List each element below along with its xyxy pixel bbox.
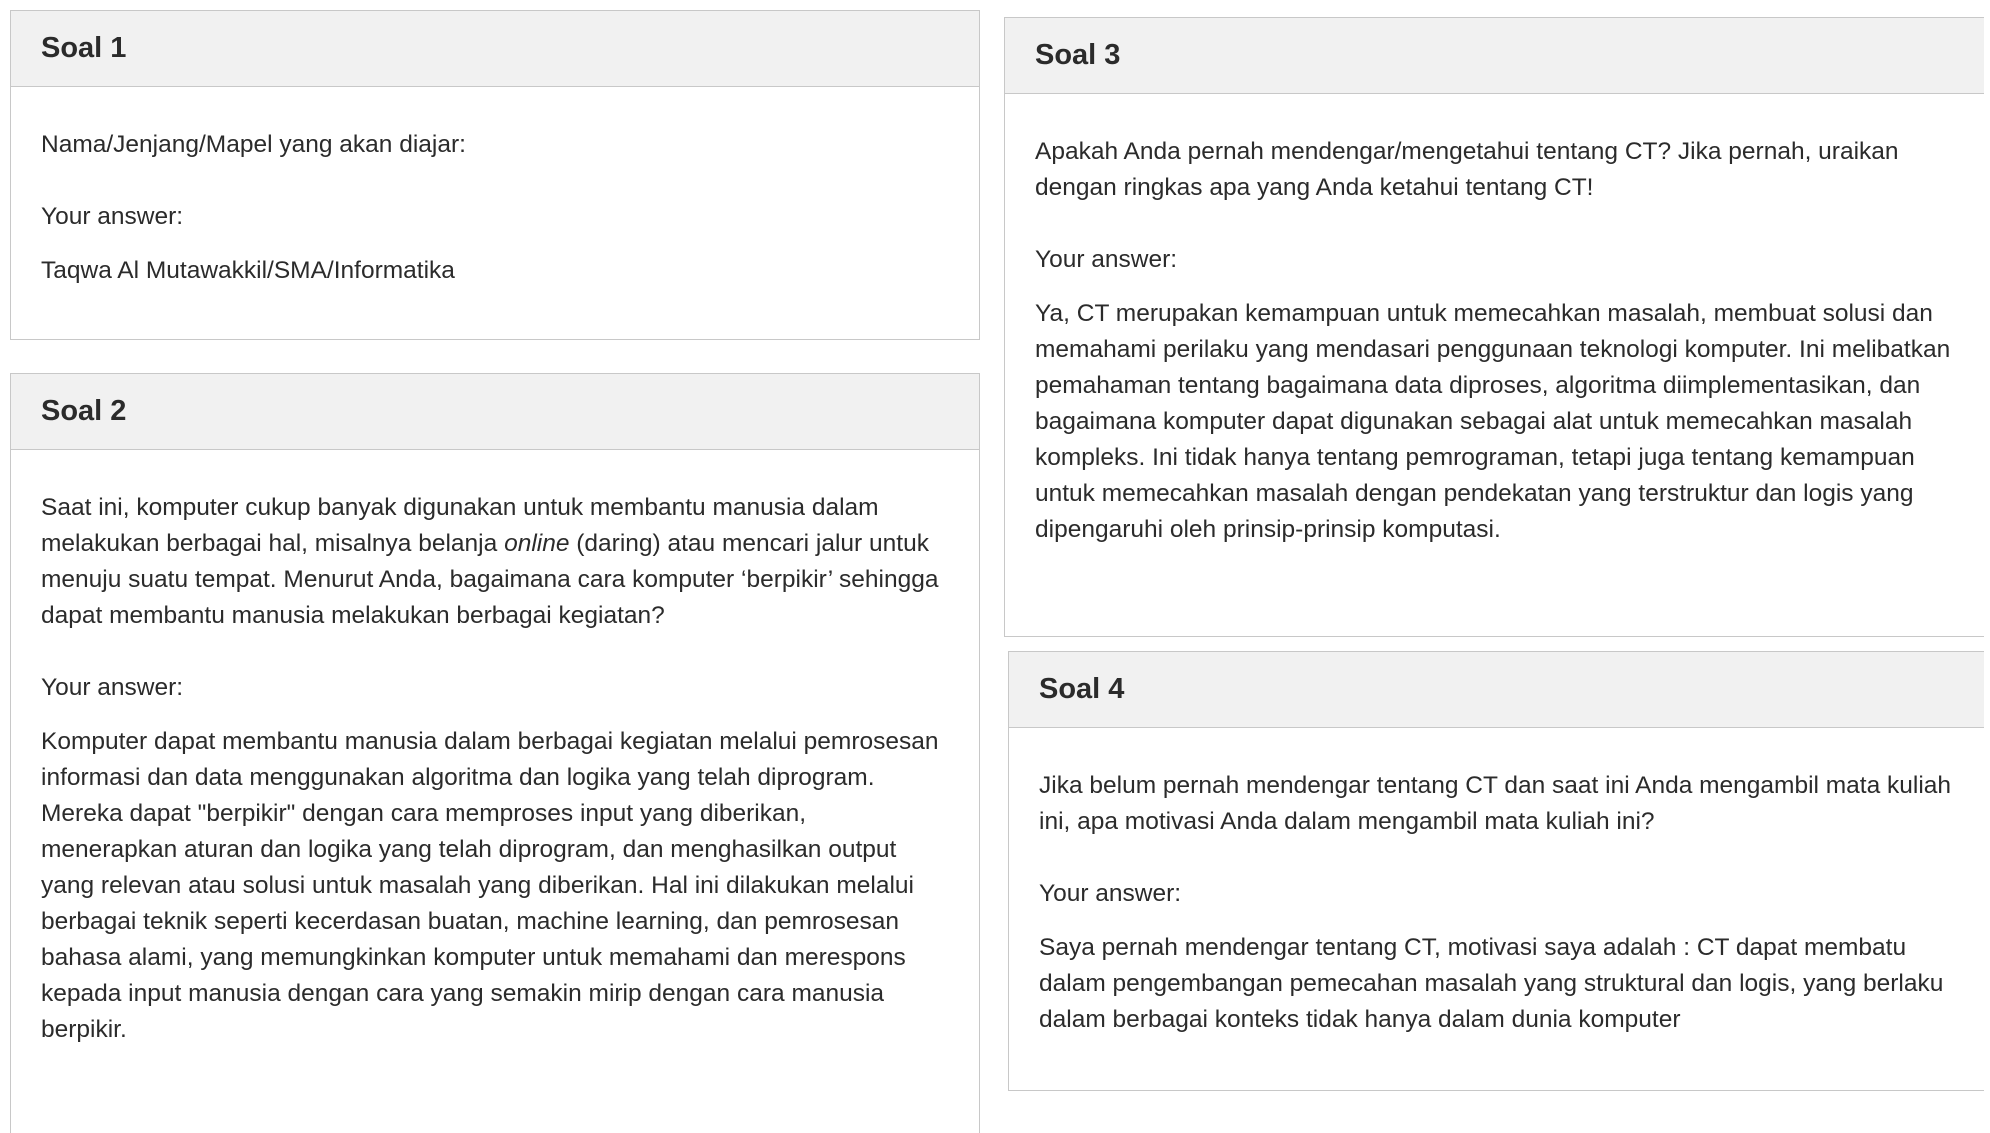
answer-text: Saya pernah mendengar tentang CT, motivasi saya adalah : CT dapat membatu dalam pengembangan pemecahan masalah yang struktural dan logis, yang berlaku dalam berbagai konteks tidak hanya dalam dunia komputer [1039,934,1944,1033]
card-title: Soal 1 [41,32,127,64]
question-card-3 [1004,17,1984,637]
card-title: Soal 3 [1035,39,1121,71]
question-text [41,490,949,634]
question-text-part: Saat ini, komputer cukup banyak digunakan untuk membantu manusia dalam melakukan berbagai hal, misalnya belanja [41,494,879,557]
answer-label: Your answer: [1035,246,1178,273]
question-text: Nama/Jenjang/Mapel yang akan diajar: [41,131,466,158]
question-text: Apakah Anda pernah mendengar/mengetahui tentang CT? Jika pernah, uraikan dengan ringkas apa yang Anda ketahui tentang CT! [1035,138,1899,201]
question-text: Jika belum pernah mendengar tentang CT dan saat ini Anda mengambil mata kuliah ini, apa motivasi Anda dalam mengambil mata kuliah ini? [1039,772,1952,835]
question-card-1 [10,10,980,340]
card-header [1009,652,1984,728]
card-body [1005,94,1984,548]
card-header [11,374,979,450]
answer-label: Your answer: [41,203,184,230]
answer-text: Ya, CT merupakan kemampuan untuk memecahkan masalah, membuat solusi dan memahami perilaku yang mendasari penggunaan teknologi komputer. Ini melibatkan pemahaman tentang bagaimana data diproses, algoritma diimplementasikan, dan bagaimana komputer dapat digunakan sebagai alat untuk memecahkan masalah kompleks. Ini tidak hanya tentang pemrograman, tetapi juga tentang kemampuan untuk memecahkan masalah dengan pendekatan yang terstruktur dan logis yang dipengaruhi oleh prinsip-prinsip komputasi. [1035,300,1951,543]
question-text-part: (daring) atau mencari jalur untuk menuju suatu tempat. Menurut Anda, bagaimana cara komputer ‘berpikir’ sehingga dapat membantu manusia melakukan berbagai kegiatan? [41,530,939,629]
card-header [1005,18,1984,94]
answer-text: Taqwa Al Mutawakkil/SMA/Informatika [41,257,455,284]
question-italic-term: online [504,530,570,557]
card-header [11,11,979,87]
card-body [1009,728,1984,1038]
answer-label: Your answer: [1039,880,1182,907]
card-title: Soal 2 [41,395,127,427]
card-body [11,450,979,1048]
question-card-4 [1008,651,1984,1091]
question-card-2 [10,373,980,1133]
card-title: Soal 4 [1039,673,1125,705]
answer-label: Your answer: [41,674,184,701]
card-body [11,87,979,289]
answer-text: Komputer dapat membantu manusia dalam berbagai kegiatan melalui pemrosesan informasi dan data menggunakan algoritma dan logika yang telah diprogram. Mereka dapat "berpikir" dengan cara memproses input yang diberikan, menerapkan aturan dan logika yang telah diprogram, dan menghasilkan output yang relevan atau solusi untuk masalah yang diberikan. Hal ini dilakukan melalui berbagai teknik seperti kecerdasan buatan, machine learning, dan pemrosesan bahasa alami, yang memungkinkan komputer untuk memahami dan merespons kepada input manusia dengan cara yang semakin mirip dengan cara manusia berpikir. [41,728,939,1043]
